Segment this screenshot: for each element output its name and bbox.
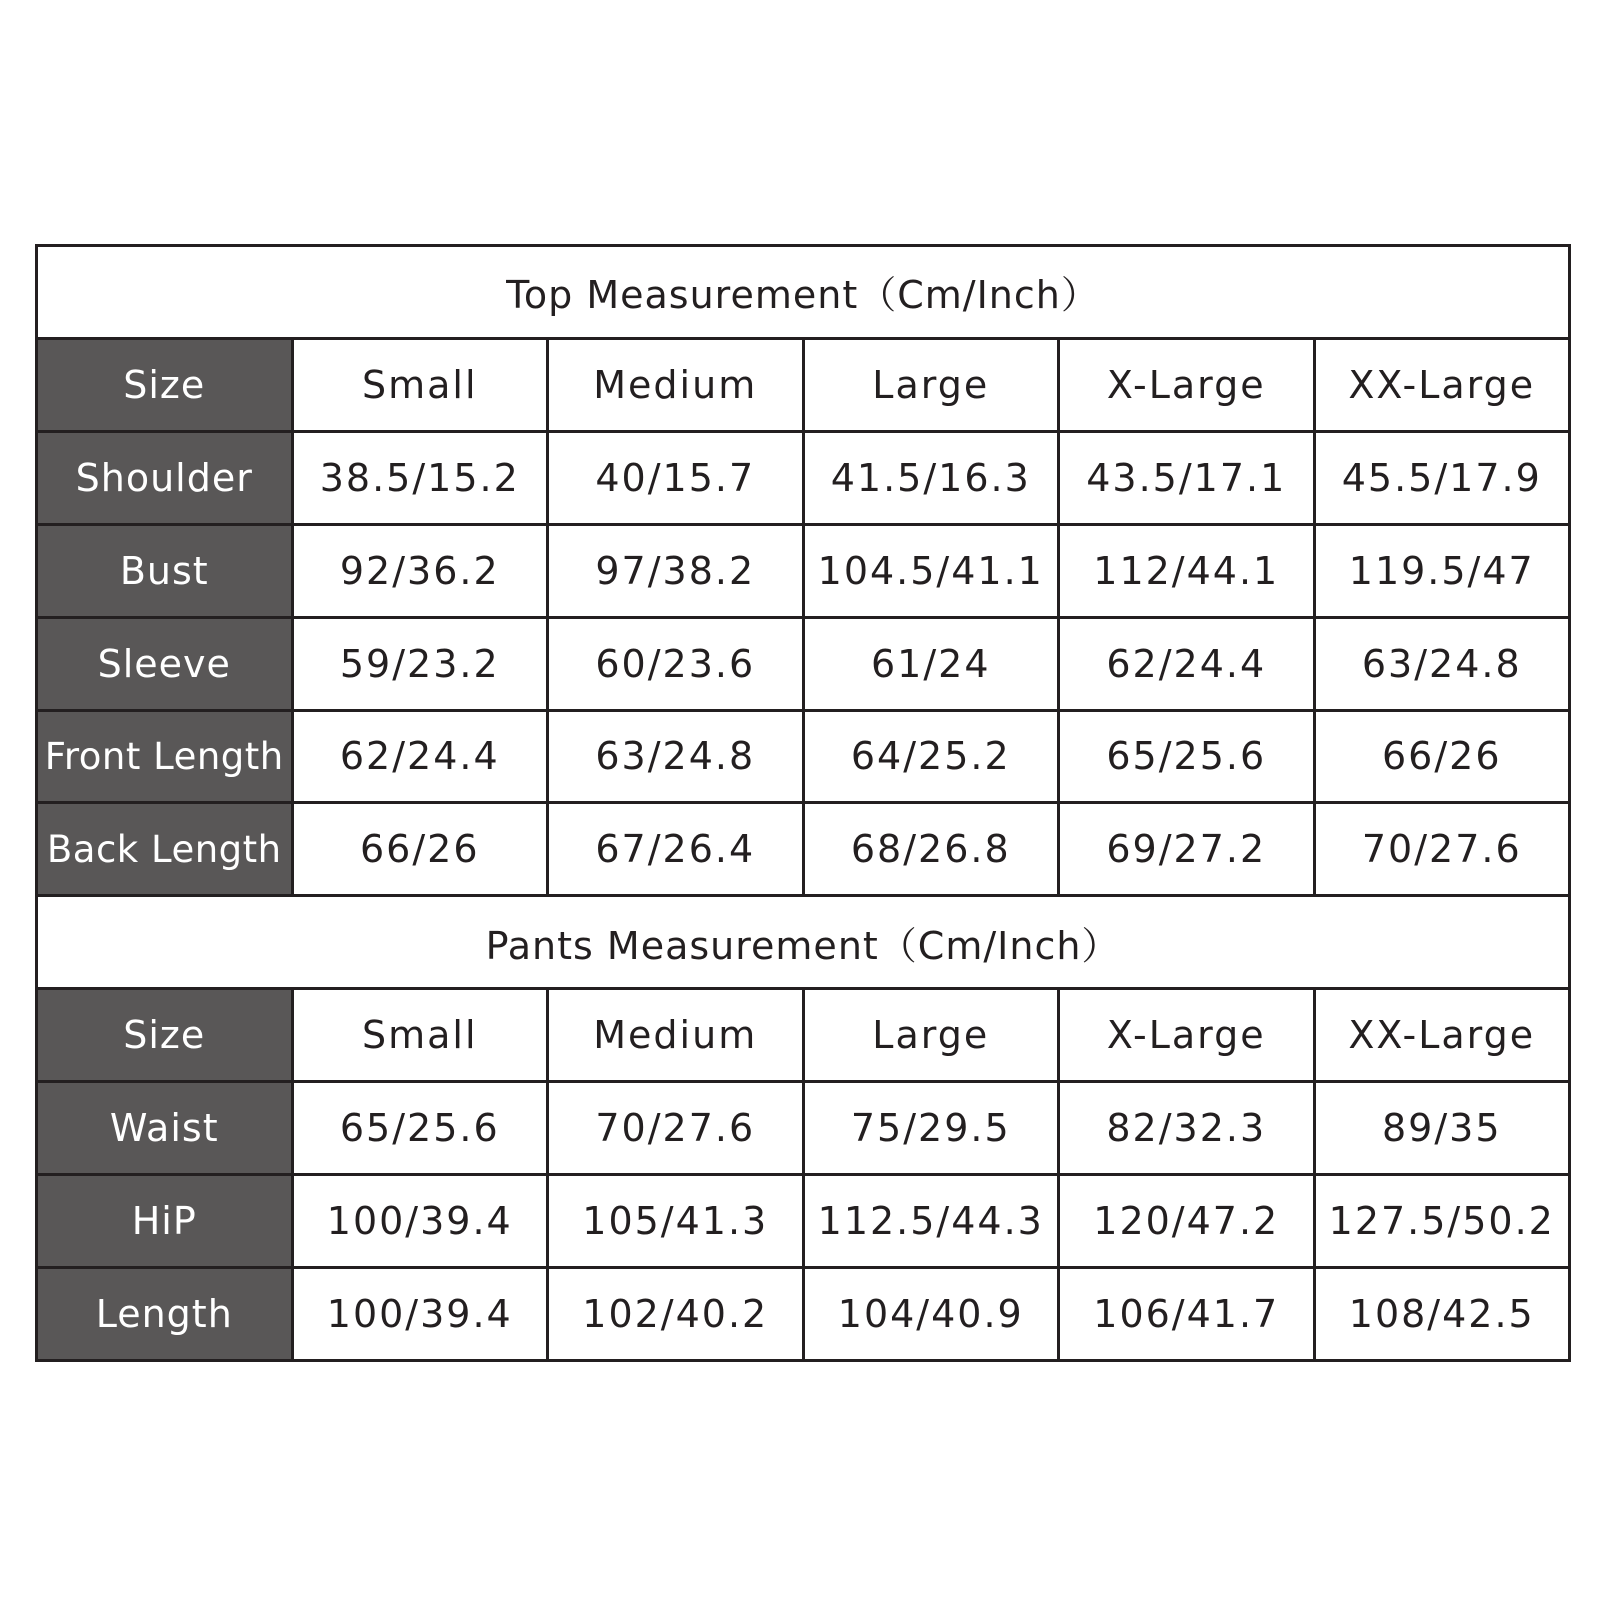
table-cell: 65/25.6 (292, 1082, 548, 1175)
table-cell: 120/47.2 (1059, 1175, 1315, 1268)
table-cell: 82/32.3 (1059, 1082, 1315, 1175)
table-cell: 69/27.2 (1059, 803, 1315, 896)
table-cell: 102/40.2 (548, 1267, 804, 1360)
pants-size-xx-large: XX-Large (1314, 989, 1570, 1082)
table-cell: 64/25.2 (803, 710, 1059, 803)
row-label-front-length: Front Length (37, 710, 293, 803)
top-size-medium: Medium (548, 338, 804, 431)
table-cell: 68/26.8 (803, 803, 1059, 896)
pants-size-header-row (37, 989, 1570, 1082)
table-cell: 41.5/16.3 (803, 431, 1059, 524)
table-cell: 63/24.8 (1314, 617, 1570, 710)
table-cell: 43.5/17.1 (1059, 431, 1315, 524)
table-cell: 119.5/47 (1314, 524, 1570, 617)
pants-size-small: Small (292, 989, 548, 1082)
table-cell: 60/23.6 (548, 617, 804, 710)
table-cell: 89/35 (1314, 1082, 1570, 1175)
table-cell: 59/23.2 (292, 617, 548, 710)
row-label-hip: HiP (37, 1175, 293, 1268)
table-cell: 65/25.6 (1059, 710, 1315, 803)
table-row-bust (37, 524, 1570, 617)
top-size-xx-large: XX-Large (1314, 338, 1570, 431)
table-cell: 66/26 (1314, 710, 1570, 803)
table-cell: 100/39.4 (292, 1267, 548, 1360)
table-cell: 40/15.7 (548, 431, 804, 524)
table-cell: 106/41.7 (1059, 1267, 1315, 1360)
pants-size-medium: Medium (548, 989, 804, 1082)
table-cell: 63/24.8 (548, 710, 804, 803)
table-cell: 70/27.6 (1314, 803, 1570, 896)
pants-measurement-title: Pants Measurement（Cm/Inch） (37, 896, 1570, 989)
pants-title-row (37, 896, 1570, 989)
table-row-shoulder (37, 431, 1570, 524)
row-label-bust: Bust (37, 524, 293, 617)
table-cell: 66/26 (292, 803, 548, 896)
table-cell: 38.5/15.2 (292, 431, 548, 524)
row-label-waist: Waist (37, 1082, 293, 1175)
row-label-back-length: Back Length (37, 803, 293, 896)
row-label-length: Length (37, 1267, 293, 1360)
table-cell: 45.5/17.9 (1314, 431, 1570, 524)
top-measurement-title: Top Measurement（Cm/Inch） (37, 246, 1570, 339)
table-row-length (37, 1267, 1570, 1360)
table-cell: 112/44.1 (1059, 524, 1315, 617)
table-cell: 62/24.4 (292, 710, 548, 803)
top-size-header-row (37, 338, 1570, 431)
table-cell: 75/29.5 (803, 1082, 1059, 1175)
table-row-sleeve (37, 617, 1570, 710)
table-row-front-length (37, 710, 1570, 803)
table-cell: 104.5/41.1 (803, 524, 1059, 617)
table-cell: 100/39.4 (292, 1175, 548, 1268)
top-size-label: Size (37, 338, 293, 431)
pants-size-large: Large (803, 989, 1059, 1082)
table-cell: 67/26.4 (548, 803, 804, 896)
row-label-shoulder: Shoulder (37, 431, 293, 524)
table-cell: 105/41.3 (548, 1175, 804, 1268)
pants-size-label: Size (37, 989, 293, 1082)
top-title-row (37, 246, 1570, 339)
pants-size-x-large: X-Large (1059, 989, 1315, 1082)
table-cell: 104/40.9 (803, 1267, 1059, 1360)
row-label-sleeve: Sleeve (37, 617, 293, 710)
top-size-x-large: X-Large (1059, 338, 1315, 431)
top-size-large: Large (803, 338, 1059, 431)
table-cell: 127.5/50.2 (1314, 1175, 1570, 1268)
table-cell: 97/38.2 (548, 524, 804, 617)
top-size-small: Small (292, 338, 548, 431)
table-cell: 108/42.5 (1314, 1267, 1570, 1360)
table-row-waist (37, 1082, 1570, 1175)
size-chart-table (35, 244, 1571, 1362)
table-cell: 62/24.4 (1059, 617, 1315, 710)
table-cell: 70/27.6 (548, 1082, 804, 1175)
table-row-hip (37, 1175, 1570, 1268)
table-cell: 112.5/44.3 (803, 1175, 1059, 1268)
table-cell: 61/24 (803, 617, 1059, 710)
table-row-back-length (37, 803, 1570, 896)
table-cell: 92/36.2 (292, 524, 548, 617)
